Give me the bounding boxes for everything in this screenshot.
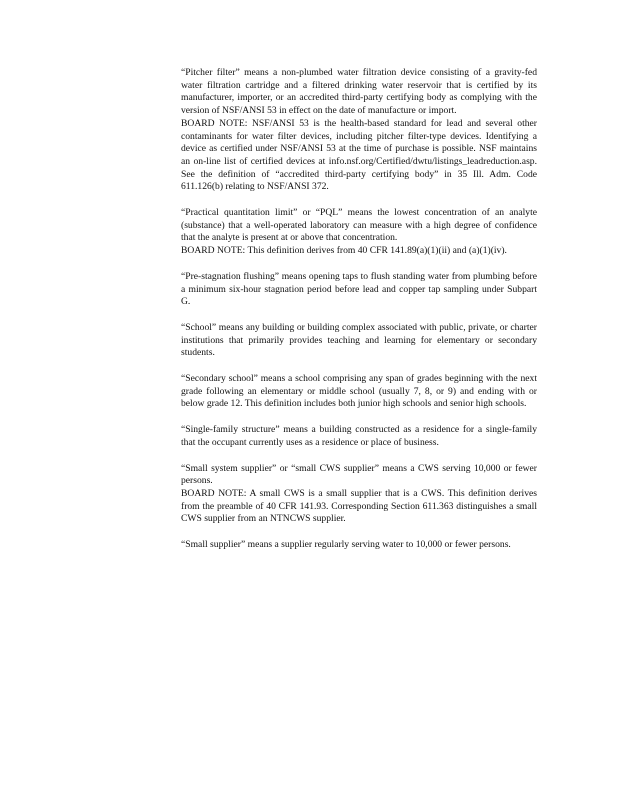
- definition-small-supplier: [181, 539, 537, 552]
- definition-text: “Single-family structure” means a building constructed as a residence for a single-family that the occupant currently uses as a residence or place of business.: [181, 424, 537, 448]
- definition-text: “Small supplier” means a supplier regularly serving water to 10,000 or fewer persons.: [181, 539, 511, 551]
- definition-pre-stagnation-flushing: [181, 271, 537, 309]
- definition-pitcher-filter: [181, 67, 537, 194]
- definition-single-family-structure: [181, 424, 537, 449]
- definition-text: “Pitcher filter” means a non-plumbed water filtration device consisting of a gravity-fed water filtration cartridge and a filtered drinking water reservoir that is certified by its manufacturer, importer, or an accredited third-party certifying body as complying with the version of NSF/ANSI 53 in effect on the date of manufacture or import.: [181, 67, 537, 117]
- board-note: BOARD NOTE: This definition derives from 40 CFR 141.89(a)(1)(ii) and (a)(1)(iv).: [181, 245, 507, 257]
- definition-text: “Practical quantitation limit” or “PQL” means the lowest concentration of an analyte (substance) that a well-operated laboratory can measure with a high degree of confidence that the analyte is present at or above that concentration.: [181, 207, 537, 244]
- document-page: [181, 67, 537, 565]
- definition-text: “Pre-stagnation flushing” means opening taps to flush standing water from plumbing before a minimum six-hour stagnation period before lead and copper tap sampling under Subpart G.: [181, 270, 537, 308]
- definition-text: “School” means any building or building complex associated with public, private, or charter institutions that primarily provides teaching and learning for elementary or secondary students.: [181, 321, 537, 359]
- definition-secondary-school: [181, 373, 537, 411]
- definition-practical-quantitation-limit: [181, 207, 537, 258]
- definition-text: “Secondary school” means a school comprising any span of grades beginning with the next grade following an elementary or middle school (usually 7, 8, or 9) and ending with or below grade 12. This definition includes both junior high schools and senior high schools.: [181, 373, 537, 410]
- definition-school: [181, 322, 537, 360]
- board-note: BOARD NOTE: A small CWS is a small supplier that is a CWS. This definition derives from the preamble of 40 CFR 141.93. Corresponding Section 611.363 distinguishes a small CWS supplier from an NTNCWS supplier.: [181, 487, 537, 525]
- board-note: BOARD NOTE: NSF/ANSI 53 is the health-based standard for lead and several other contaminants for water filter devices, including pitcher filter-type devices. Identifying a device as certified under NSF/ANSI 53 at the time of purchase is possible. NSF maintains an on-line list of certified devices at info.nsf.org/Certified/dwtu/listings_leadreduction.asp. See the definition of “accredited third-party certifying body” in 35 Ill. Adm. Code 611.126(b) relating to NSF/ANSI 372.: [181, 117, 537, 193]
- definition-small-system-supplier: [181, 463, 537, 527]
- definition-text: “Small system supplier” or “small CWS supplier” means a CWS serving 10,000 or fewer persons.: [181, 462, 537, 487]
